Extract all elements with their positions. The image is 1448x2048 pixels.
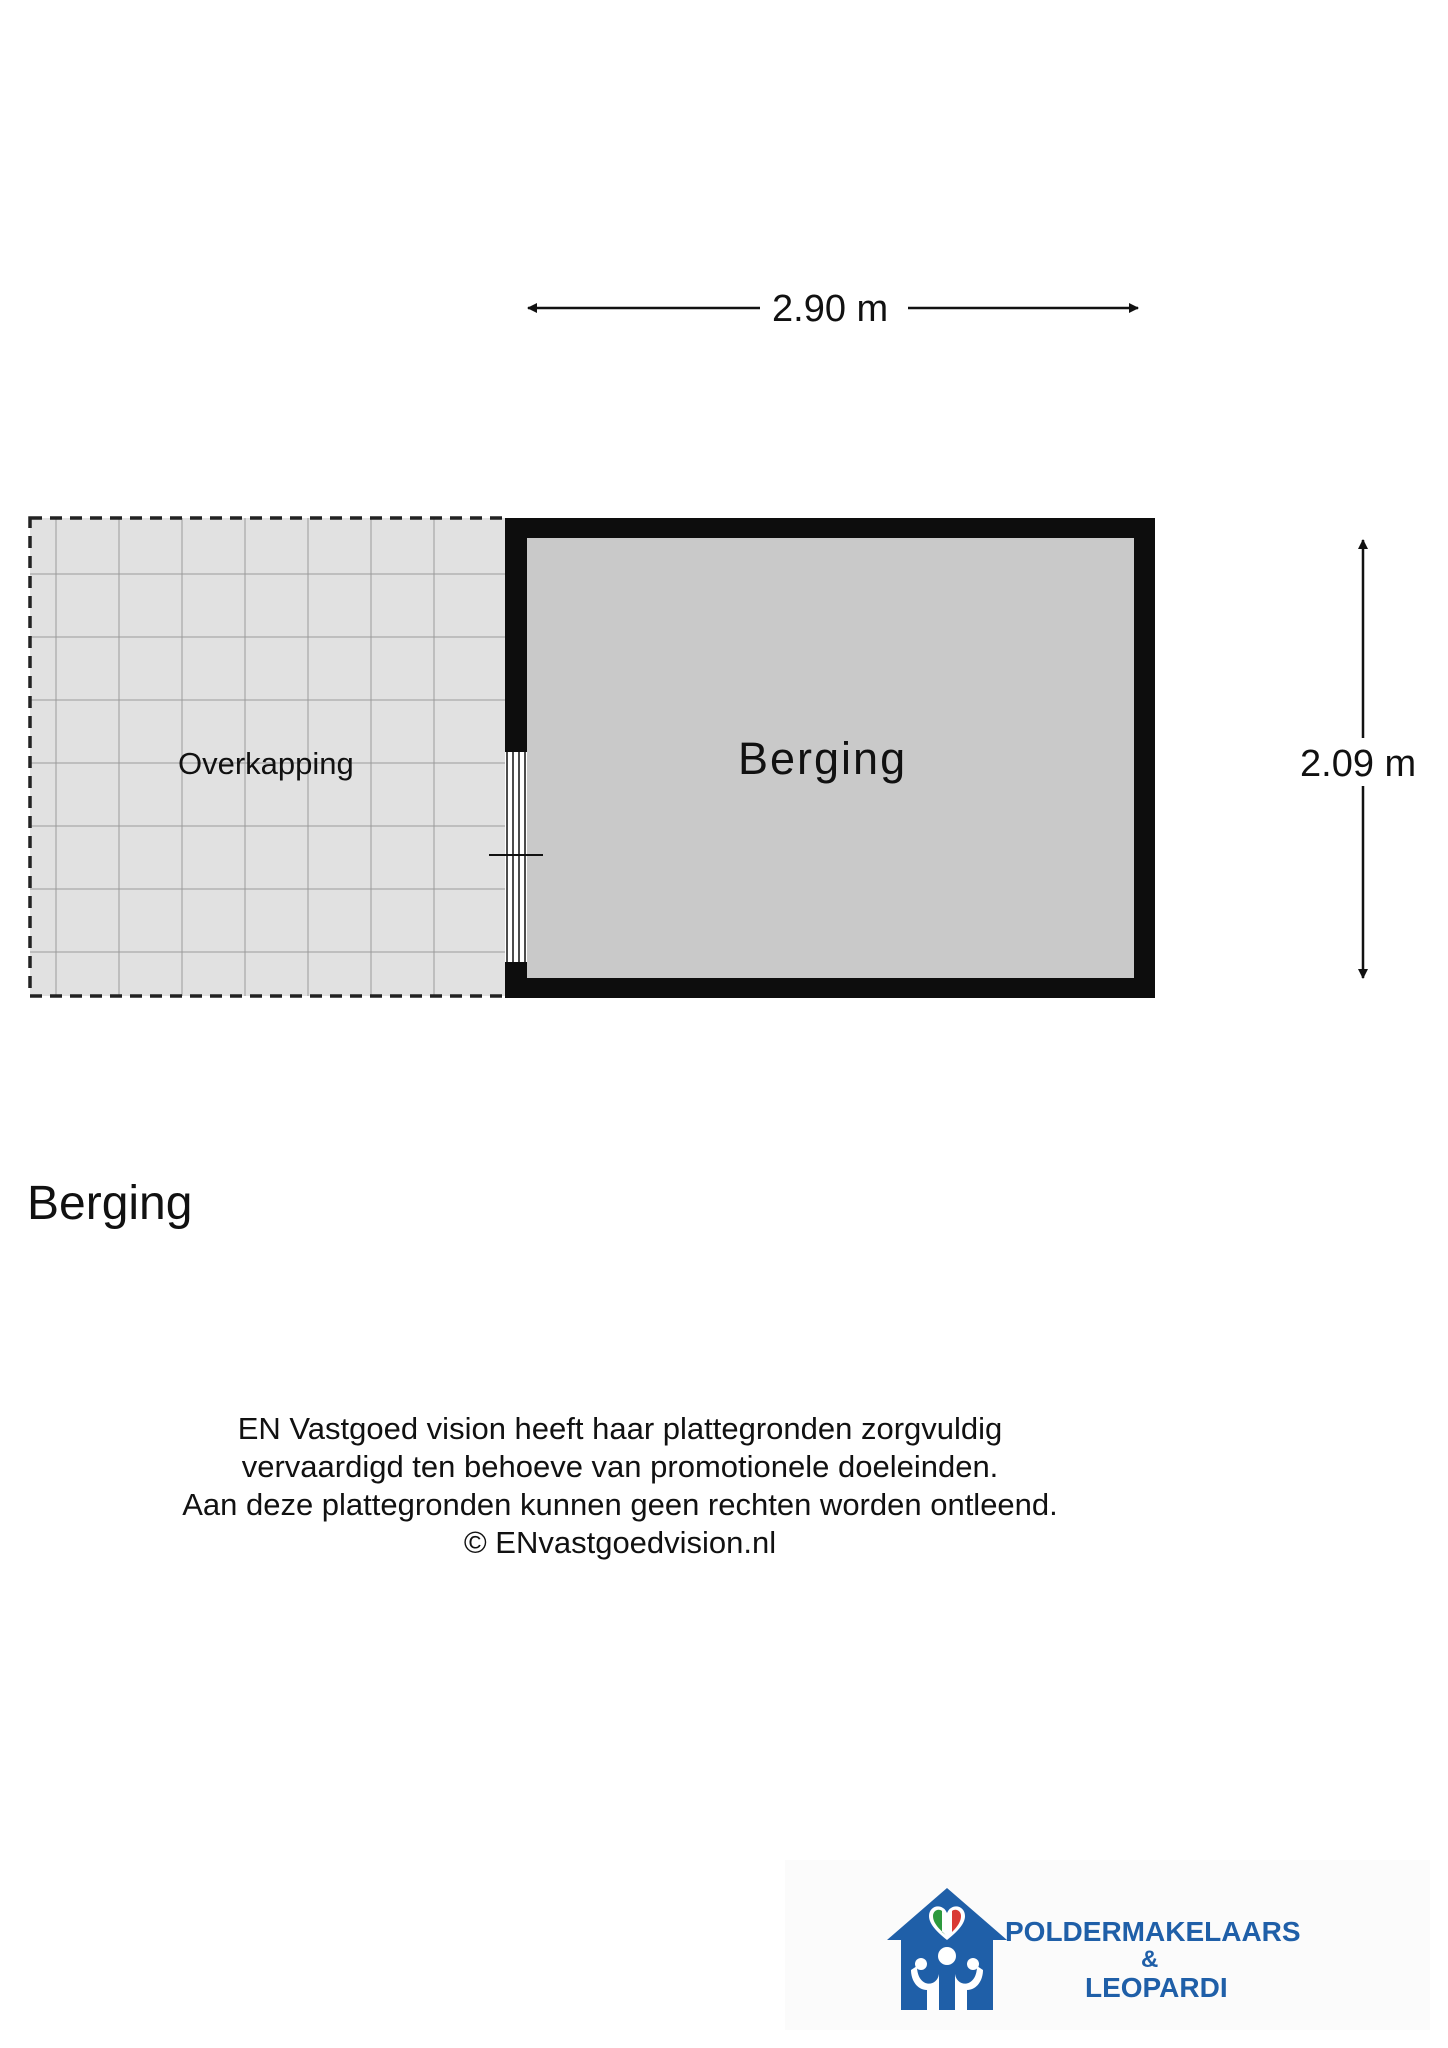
room-label-berging: Berging (738, 733, 908, 784)
room-label-overkapping: Overkapping (178, 746, 354, 781)
disclaimer-line: Aan deze plattegronden kunnen geen rechten worden ontleend. (182, 1487, 1058, 1522)
logo-text-line2: & (1141, 1946, 1159, 1973)
door-opening (505, 752, 527, 962)
disclaimer-line: © ENvastgoedvision.nl (463, 1525, 777, 1560)
disclaimer-line: vervaardigd ten behoeve van promotionele doeleinden. (241, 1449, 999, 1484)
height-dimension-label: 2.09 m (1300, 743, 1417, 785)
company-logo (785, 1860, 1430, 2030)
logo-text-line1: POLDERMAKELAARS (1005, 1916, 1301, 1947)
plan-title: Berging (27, 1177, 193, 1230)
logo-text-line3: LEOPARDI (1085, 1972, 1228, 2003)
house-logo-icon (877, 1878, 1017, 2018)
disclaimer-line: EN Vastgoed vision heeft haar plattegronden zorgvuldig (237, 1411, 1003, 1446)
disclaimer (100, 1410, 1140, 1562)
width-dimension-label: 2.90 m (766, 290, 894, 328)
